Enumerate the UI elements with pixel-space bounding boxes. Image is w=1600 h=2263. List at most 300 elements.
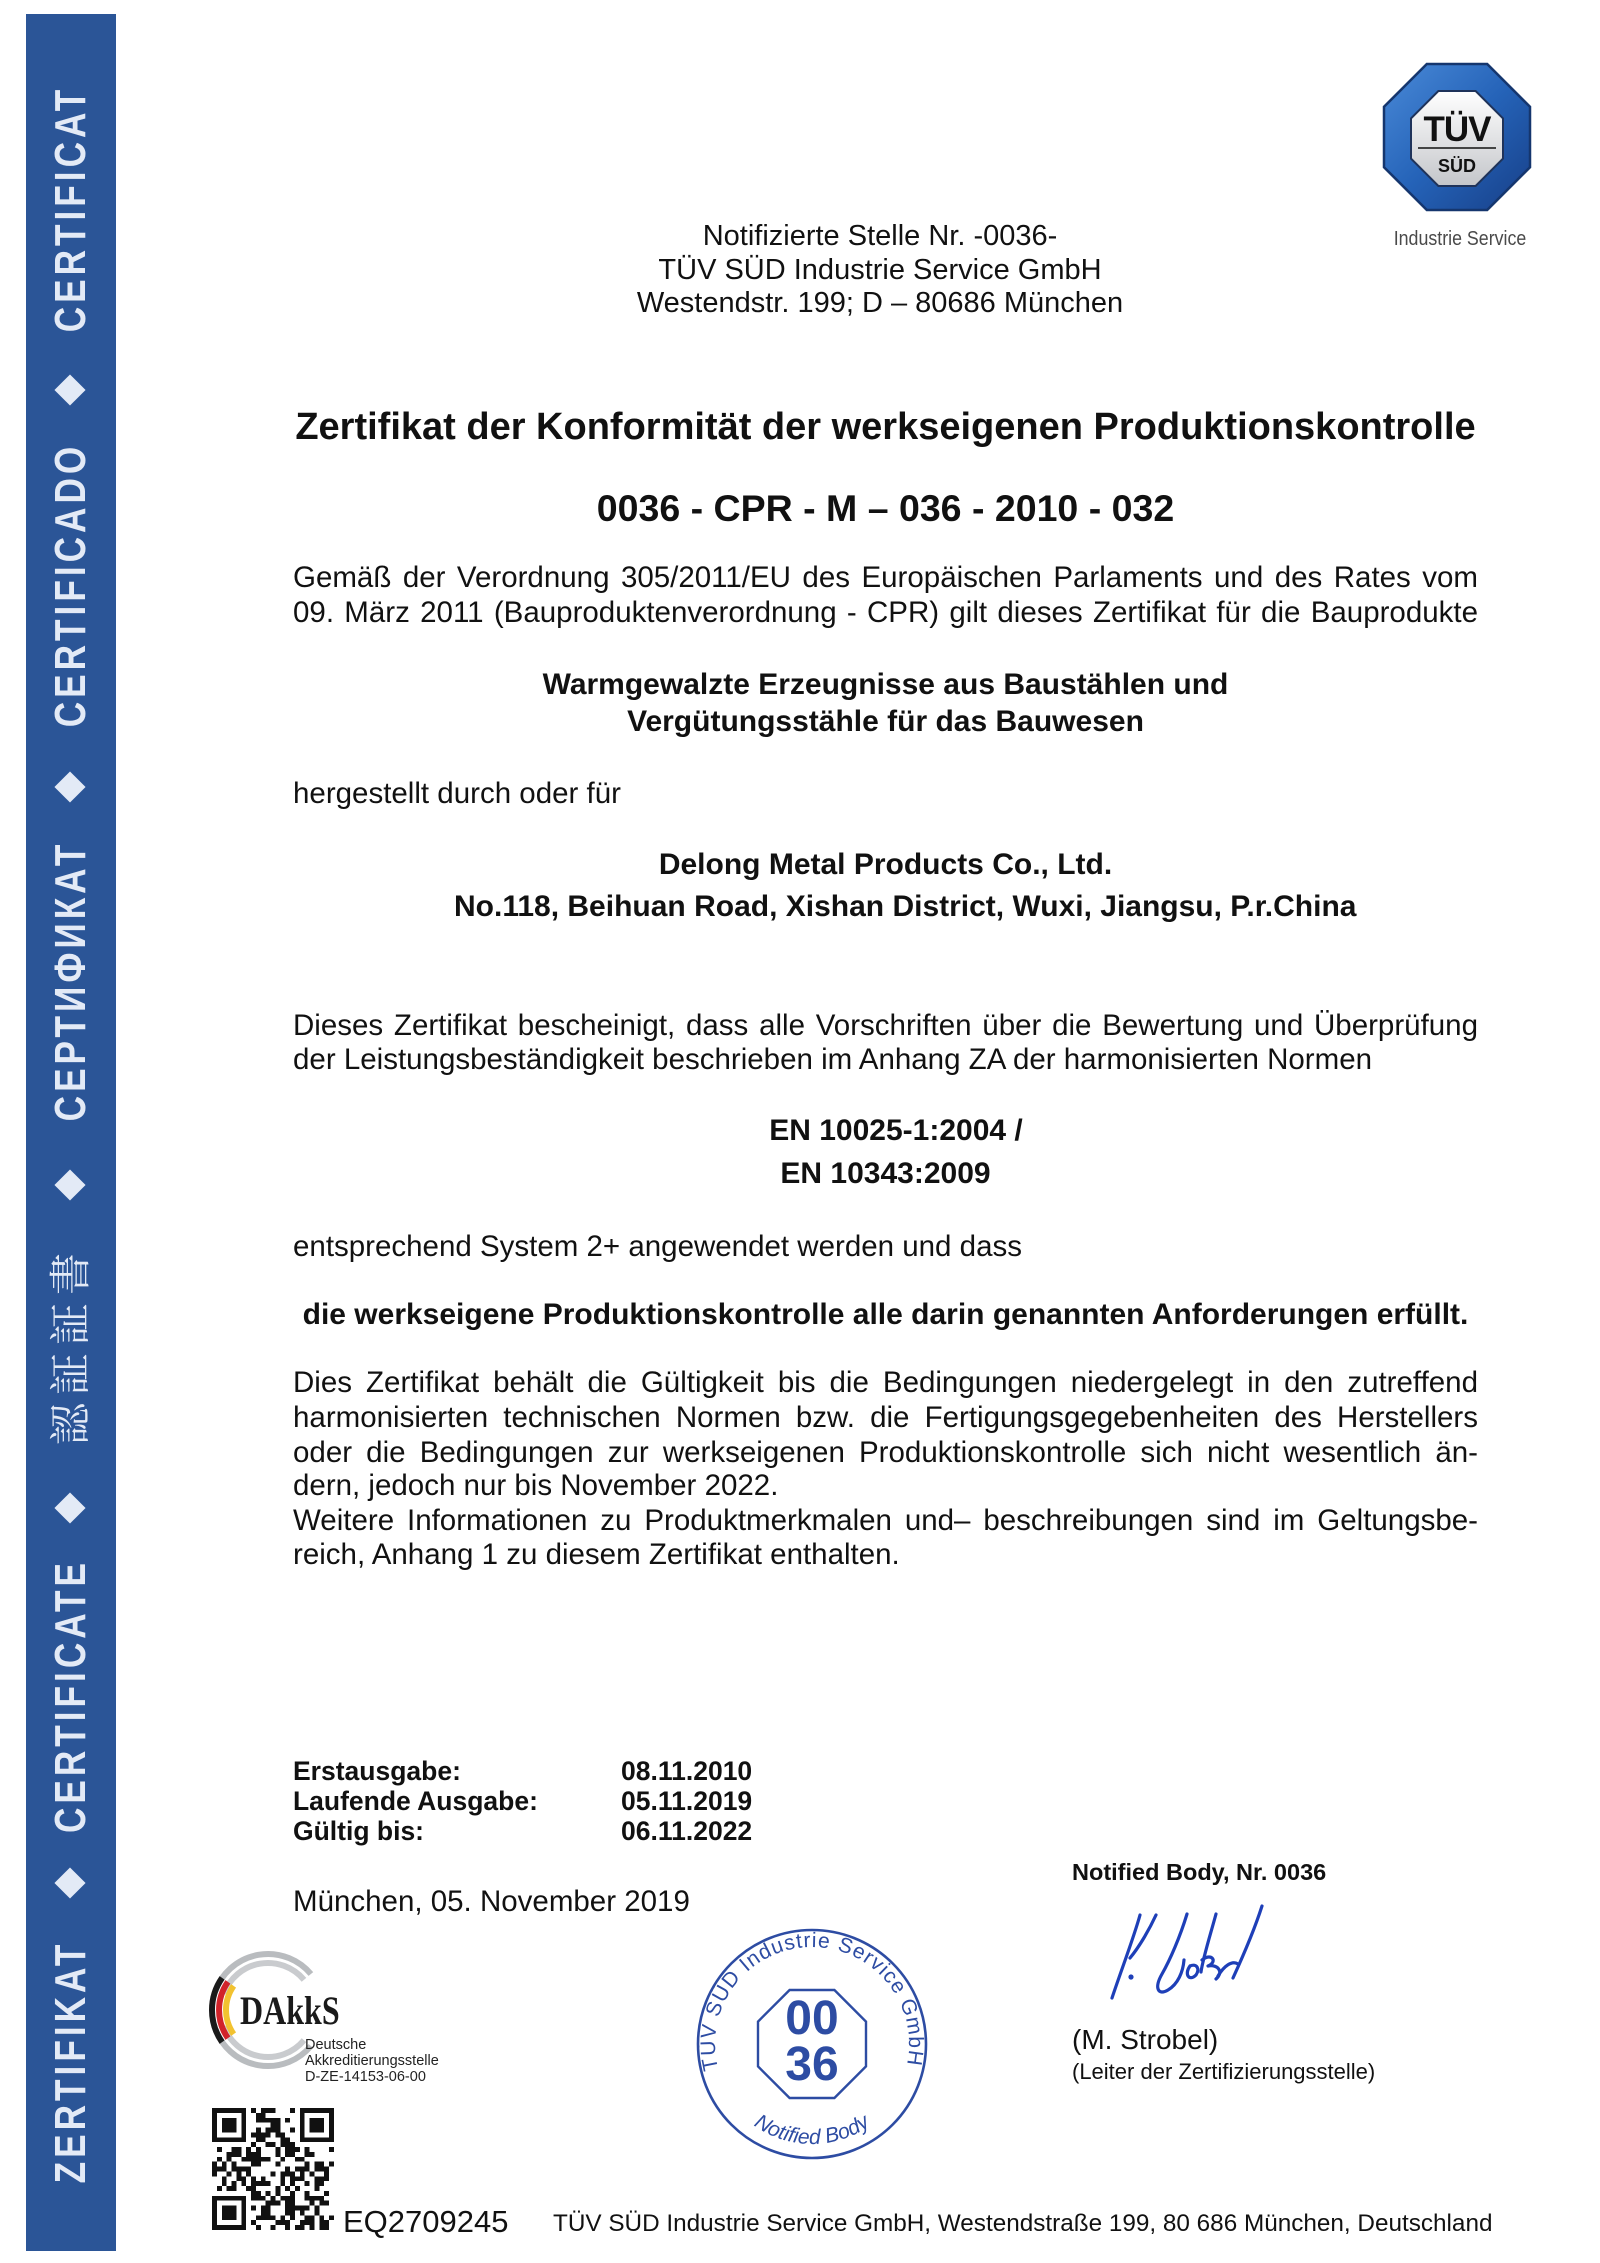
qr-module: [314, 2176, 319, 2181]
qr-module: [246, 2171, 251, 2176]
qr-module: [275, 2132, 280, 2137]
qr-module: [329, 2147, 334, 2152]
qr-module: [246, 2167, 251, 2172]
qr-module: [212, 2118, 217, 2123]
qr-module: [324, 2137, 329, 2142]
logo-tuv-text: TÜV: [1423, 110, 1491, 149]
date-value-valid-until: 06.11.2022: [621, 1816, 753, 1846]
header-line-3: Westendstr. 199; D – 80686 München: [636, 287, 1124, 319]
qr-module: [236, 2196, 241, 2201]
qr-module: [319, 2196, 324, 2201]
qr-module: [251, 2206, 256, 2211]
qr-module: [241, 2215, 246, 2220]
logo-caption: Industrie Service: [1393, 228, 1527, 250]
qr-module: [310, 2152, 315, 2157]
qr-module: [266, 2128, 271, 2133]
qr-module: [314, 2118, 319, 2123]
qr-module: [212, 2225, 217, 2230]
qr-module: [261, 2132, 266, 2137]
qr-module: [314, 2128, 319, 2133]
qr-module: [280, 2196, 285, 2201]
qr-module: [232, 2152, 237, 2157]
qr-module: [266, 2181, 271, 2186]
qr-module: [251, 2191, 256, 2196]
qr-module: [236, 2137, 241, 2142]
qr-module: [222, 2162, 227, 2167]
qr-module: [280, 2132, 285, 2137]
qr-module: [227, 2210, 232, 2215]
qr-module: [280, 2157, 285, 2162]
qr-module: [310, 2201, 315, 2206]
qr-module: [212, 2128, 217, 2133]
qr-module: [212, 2171, 217, 2176]
qr-module: [227, 2152, 232, 2157]
qr-module: [290, 2201, 295, 2206]
qr-module: [241, 2220, 246, 2225]
page-title: Zertifikat der Konformität der werkseigenen Produktionskontrolle: [295, 406, 1476, 448]
qr-module: [290, 2176, 295, 2181]
qr-module: [261, 2206, 266, 2211]
qr-module: [266, 2206, 271, 2211]
qr-module: [285, 2196, 290, 2201]
qr-module: [227, 2123, 232, 2128]
qr-module: [271, 2128, 276, 2133]
qr-module: [275, 2220, 280, 2225]
qr-module: [329, 2162, 334, 2167]
qr-module: [232, 2118, 237, 2123]
qr-module: [329, 2132, 334, 2137]
qr-module: [295, 2186, 300, 2191]
qr-module: [266, 2215, 271, 2220]
qr-module: [324, 2191, 329, 2196]
qr-module: [324, 2167, 329, 2172]
qr-module: [241, 2210, 246, 2215]
qr-module: [271, 2215, 276, 2220]
validity-line-3: oder die Bedingungen zur werkseigenen Produktionskontrolle sich nicht wesentlich än-: [293, 1436, 1478, 1469]
qr-module: [305, 2167, 310, 2172]
qr-module: [314, 2186, 319, 2191]
qr-module: [241, 2137, 246, 2142]
qr-module: [305, 2108, 310, 2113]
qr-module: [227, 2206, 232, 2211]
qr-module: [212, 2196, 217, 2201]
qr-module: [285, 2220, 290, 2225]
qr-module: [246, 2186, 251, 2191]
qr-module: [261, 2113, 266, 2118]
qr-module: [251, 2162, 256, 2167]
qr-module: [319, 2225, 324, 2230]
qr-module: [261, 2215, 266, 2220]
qr-module: [314, 2108, 319, 2113]
stamp-ring-top-text: TÜV SÜD Industrie Service GmbH: [696, 1928, 928, 2073]
qr-module: [310, 2171, 315, 2176]
qr-module: [324, 2176, 329, 2181]
qr-module: [271, 2196, 276, 2201]
qr-module: [222, 2123, 227, 2128]
qr-module: [295, 2176, 300, 2181]
qr-module: [241, 2167, 246, 2172]
stamp-number-top: 00: [785, 1992, 839, 2045]
qr-module: [232, 2108, 237, 2113]
qr-module: [295, 2167, 300, 2172]
qr-module: [236, 2147, 241, 2152]
qr-module: [305, 2137, 310, 2142]
qr-module: [266, 2142, 271, 2147]
qr-module: [222, 2196, 227, 2201]
qr-module: [222, 2118, 227, 2123]
header-line-2: TÜV SÜD Industrie Service GmbH: [658, 254, 1102, 286]
qr-module: [300, 2220, 305, 2225]
qr-module: [319, 2176, 324, 2181]
qr-module: [300, 2176, 305, 2181]
qr-module: [212, 2108, 217, 2113]
qr-module: [300, 2167, 305, 2172]
qr-module: [217, 2196, 222, 2201]
qr-module: [275, 2201, 280, 2206]
qr-module: [227, 2128, 232, 2133]
qr-module: [319, 2123, 324, 2128]
qr-module: [280, 2137, 285, 2142]
manufacturer-address: No.118, Beihuan Road, Xishan District, Wuxi, Jiangsu, P.r.China: [454, 890, 1357, 923]
qr-module: [241, 2225, 246, 2230]
qr-module: [227, 2108, 232, 2113]
qr-module: [227, 2225, 232, 2230]
qr-module: [319, 2167, 324, 2172]
qr-module: [285, 2210, 290, 2215]
qr-module: [256, 2152, 261, 2157]
qr-module: [310, 2108, 315, 2113]
qr-module: [232, 2225, 237, 2230]
qr-module: [271, 2123, 276, 2128]
qr-module: [280, 2176, 285, 2181]
qr-module: [217, 2108, 222, 2113]
qr-module: [256, 2196, 261, 2201]
qr-module: [271, 2171, 276, 2176]
footer-address: TÜV SÜD Industrie Service GmbH, Westendstraße 199, 80 686 München, Deutschland: [553, 2210, 1493, 2237]
qr-module: [295, 2147, 300, 2152]
attestation-line-2: der Leistungsbeständigkeit beschrieben im Anhang ZA der harmonisierten Normen: [293, 1043, 1373, 1076]
qr-module: [251, 2152, 256, 2157]
qr-module: [227, 2118, 232, 2123]
qr-module: [256, 2147, 261, 2152]
qr-module: [310, 2215, 315, 2220]
qr-module: [227, 2196, 232, 2201]
qr-module: [222, 2108, 227, 2113]
validity-line-1: Dies Zertifikat behält die Gültigkeit bis die Bedingungen niedergelegt in den zutreffend: [293, 1366, 1478, 1399]
qr-module: [329, 2123, 334, 2128]
qr-module: [251, 2142, 256, 2147]
qr-module: [236, 2225, 241, 2230]
qr-module: [212, 2113, 217, 2118]
qr-module: [285, 2118, 290, 2123]
qr-module: [212, 2132, 217, 2137]
qr-module: [305, 2220, 310, 2225]
qr-module: [285, 2186, 290, 2191]
qr-module: [232, 2147, 237, 2152]
qr-module: [314, 2123, 319, 2128]
qr-module: [295, 2206, 300, 2211]
sidebar-label-sertifikat: СЕРТИФИКАТ: [46, 840, 95, 1122]
qr-module: [285, 2167, 290, 2172]
qr-module: [236, 2108, 241, 2113]
qr-module: [266, 2118, 271, 2123]
qr-module: [314, 2137, 319, 2142]
qr-module: [290, 2210, 295, 2215]
qr-module: [256, 2132, 261, 2137]
qr-module: [251, 2176, 256, 2181]
qr-module: [271, 2201, 276, 2206]
qr-module: [285, 2152, 290, 2157]
qr-module: [217, 2147, 222, 2152]
qr-module: [290, 2147, 295, 2152]
qr-module: [310, 2123, 315, 2128]
qr-module: [329, 2118, 334, 2123]
qr-module: [222, 2225, 227, 2230]
qr-module: [222, 2181, 227, 2186]
qr-module: [266, 2132, 271, 2137]
qr-module: [217, 2186, 222, 2191]
qr-module: [217, 2157, 222, 2162]
qr-module: [300, 2132, 305, 2137]
validity-line-5: Weitere Informationen zu Produktmerkmalen und– beschreibungen sind im Geltungsbe-: [293, 1504, 1478, 1537]
qr-module: [251, 2157, 256, 2162]
qr-module: [241, 2118, 246, 2123]
qr-module: [285, 2171, 290, 2176]
qr-module: [222, 2176, 227, 2181]
signature: [1090, 1902, 1275, 2014]
qr-module: [300, 2128, 305, 2133]
qr-module: [241, 2113, 246, 2118]
qr-module: [222, 2167, 227, 2172]
qr-module: [217, 2167, 222, 2172]
qr-module: [275, 2162, 280, 2167]
qr-module: [256, 2157, 261, 2162]
qr-module: [319, 2162, 324, 2167]
qr-module: [232, 2128, 237, 2133]
attestation-line-1: Dieses Zertifikat bescheinigt, dass alle Vorschriften über die Bewertung und Überprüfung: [293, 1009, 1478, 1042]
qr-module: [319, 2128, 324, 2133]
validity-line-4: dern, jedoch nur bis November 2022.: [293, 1469, 779, 1502]
date-value-first-issue: 08.11.2010: [621, 1756, 753, 1786]
qr-module: [241, 2201, 246, 2206]
system-text: entsprechend System 2+ angewendet werden und dass: [293, 1230, 1022, 1263]
conclusion: die werkseigene Produktionskontrolle alle darin genannten Anforderungen erfüllt.: [302, 1298, 1469, 1331]
product-line-1: Warmgewalzte Erzeugnisse aus Baustählen und: [542, 668, 1229, 701]
product-line-2: Vergütungsstähle für das Bauwesen: [627, 705, 1144, 738]
qr-module: [300, 2225, 305, 2230]
date-label-current-issue: Laufende Ausgabe:: [293, 1786, 538, 1816]
qr-module: [275, 2118, 280, 2123]
qr-module: [300, 2171, 305, 2176]
date-value-current-issue: 05.11.2019: [621, 1786, 753, 1816]
manufacturer-name: Delong Metal Products Co., Ltd.: [658, 848, 1113, 881]
qr-module: [300, 2123, 305, 2128]
qr-module: [212, 2206, 217, 2211]
qr-module: [256, 2181, 261, 2186]
qr-module: [300, 2118, 305, 2123]
notified-body-label: Notified Body, Nr. 0036: [1072, 1859, 1327, 1885]
qr-module: [280, 2142, 285, 2147]
qr-module: [232, 2196, 237, 2201]
qr-module: [222, 2206, 227, 2211]
qr-module: [251, 2186, 256, 2191]
manufactured-by-label: hergestellt durch oder für: [293, 777, 621, 810]
dakks-line-3: D-ZE-14153-06-00: [305, 2069, 426, 2085]
qr-module: [324, 2225, 329, 2230]
sidebar-band: [26, 14, 116, 2251]
qr-module: [256, 2137, 261, 2142]
qr-module: [319, 2220, 324, 2225]
qr-module: [227, 2171, 232, 2176]
qr-module: [275, 2186, 280, 2191]
qr-module: [314, 2162, 319, 2167]
qr-module: [212, 2123, 217, 2128]
qr-module: [241, 2176, 246, 2181]
qr-module: [314, 2196, 319, 2201]
qr-module: [290, 2108, 295, 2113]
qr-module: [310, 2118, 315, 2123]
qr-module: [285, 2142, 290, 2147]
sidebar-label-certificat: CERTIFICAT: [46, 85, 95, 333]
qr-module: [305, 2152, 310, 2157]
qr-module: [310, 2128, 315, 2133]
qr-module: [256, 2191, 261, 2196]
intro-line-2: 09. März 2011 (Bauproduktenverordnung - CPR) gilt dieses Zertifikat für die Bauprodukte: [293, 596, 1478, 629]
sidebar-label-certificado: CERTIFICADO: [46, 442, 95, 728]
qr-module: [251, 2196, 256, 2201]
qr-module: [266, 2157, 271, 2162]
qr-module: [290, 2152, 295, 2157]
qr-module: [300, 2206, 305, 2211]
sidebar-label-certificate: CERTIFICATE: [46, 1558, 95, 1834]
qr-module: [300, 2157, 305, 2162]
qr-module: [232, 2181, 237, 2186]
qr-module: [266, 2201, 271, 2206]
qr-module: [212, 2137, 217, 2142]
qr-module: [324, 2201, 329, 2206]
qr-module: [232, 2123, 237, 2128]
qr-module: [212, 2220, 217, 2225]
qr-module: [305, 2191, 310, 2196]
qr-module: [256, 2162, 261, 2167]
qr-module: [222, 2128, 227, 2133]
qr-module: [295, 2225, 300, 2230]
qr-module: [222, 2137, 227, 2142]
qr-module: [300, 2210, 305, 2215]
qr-module: [246, 2152, 251, 2157]
qr-module: [271, 2108, 276, 2113]
qr-code[interactable]: [212, 2108, 334, 2230]
qr-module: [275, 2147, 280, 2152]
qr-module: [266, 2191, 271, 2196]
qr-module: [319, 2108, 324, 2113]
qr-module: [232, 2215, 237, 2220]
qr-module: [212, 2167, 217, 2172]
qr-module: [319, 2181, 324, 2186]
qr-module: [290, 2206, 295, 2211]
qr-module: [300, 2137, 305, 2142]
qr-module: [329, 2113, 334, 2118]
qr-module: [232, 2210, 237, 2215]
qr-module: [241, 2206, 246, 2211]
qr-module: [329, 2215, 334, 2220]
qr-module: [290, 2181, 295, 2186]
qr-module: [285, 2201, 290, 2206]
standard-2: EN 10343:2009: [780, 1157, 991, 1190]
qr-module: [290, 2171, 295, 2176]
signatory-name: (M. Strobel): [1072, 2024, 1219, 2055]
qr-module: [227, 2215, 232, 2220]
qr-module: [241, 2196, 246, 2201]
qr-module: [241, 2123, 246, 2128]
qr-module: [275, 2123, 280, 2128]
qr-module: [236, 2176, 241, 2181]
qr-module: [251, 2220, 256, 2225]
qr-module: [236, 2171, 241, 2176]
qr-module: [241, 2108, 246, 2113]
qr-module: [310, 2225, 315, 2230]
qr-module: [241, 2181, 246, 2186]
qr-module: [217, 2225, 222, 2230]
qr-module: [227, 2186, 232, 2191]
qr-module: [295, 2157, 300, 2162]
qr-module: [324, 2108, 329, 2113]
qr-module: [319, 2137, 324, 2142]
qr-module: [310, 2196, 315, 2201]
qr-module: [305, 2147, 310, 2152]
qr-module: [222, 2215, 227, 2220]
qr-module: [319, 2118, 324, 2123]
qr-module: [285, 2225, 290, 2230]
qr-module: [261, 2118, 266, 2123]
standard-1: EN 10025-1:2004 /: [769, 1114, 1023, 1147]
qr-module: [305, 2215, 310, 2220]
dakks-line-2: Akkreditierungsstelle: [305, 2053, 439, 2069]
qr-module: [271, 2118, 276, 2123]
logo-sud-text: SÜD: [1437, 156, 1477, 176]
qr-module: [290, 2128, 295, 2133]
qr-module: [290, 2215, 295, 2220]
qr-module: [280, 2181, 285, 2186]
qr-module: [232, 2162, 237, 2167]
qr-module: [319, 2215, 324, 2220]
qr-module: [324, 2220, 329, 2225]
qr-module: [324, 2171, 329, 2176]
validity-line-2: harmonisierten technischen Normen bzw. die Fertigungsgegebenheiten des Herstellers: [293, 1401, 1478, 1434]
qr-module: [217, 2137, 222, 2142]
qr-module: [212, 2162, 217, 2167]
stamp-number-bottom: 36: [785, 2038, 839, 2091]
qr-module: [290, 2142, 295, 2147]
qr-module: [305, 2181, 310, 2186]
date-label-first-issue: Erstausgabe:: [293, 1756, 461, 1786]
qr-module: [261, 2181, 266, 2186]
qr-module: [305, 2162, 310, 2167]
qr-module: [256, 2215, 261, 2220]
qr-module: [256, 2118, 261, 2123]
qr-module: [305, 2196, 310, 2201]
qr-module: [236, 2167, 241, 2172]
qr-module: [285, 2147, 290, 2152]
qr-module: [280, 2220, 285, 2225]
dakks-line-1: Deutsche: [305, 2037, 367, 2053]
qr-module: [290, 2196, 295, 2201]
qr-module: [227, 2137, 232, 2142]
qr-module: [241, 2157, 246, 2162]
qr-module: [261, 2108, 266, 2113]
date-label-valid-until: Gültig bis:: [293, 1816, 425, 1846]
qr-module: [261, 2137, 266, 2142]
